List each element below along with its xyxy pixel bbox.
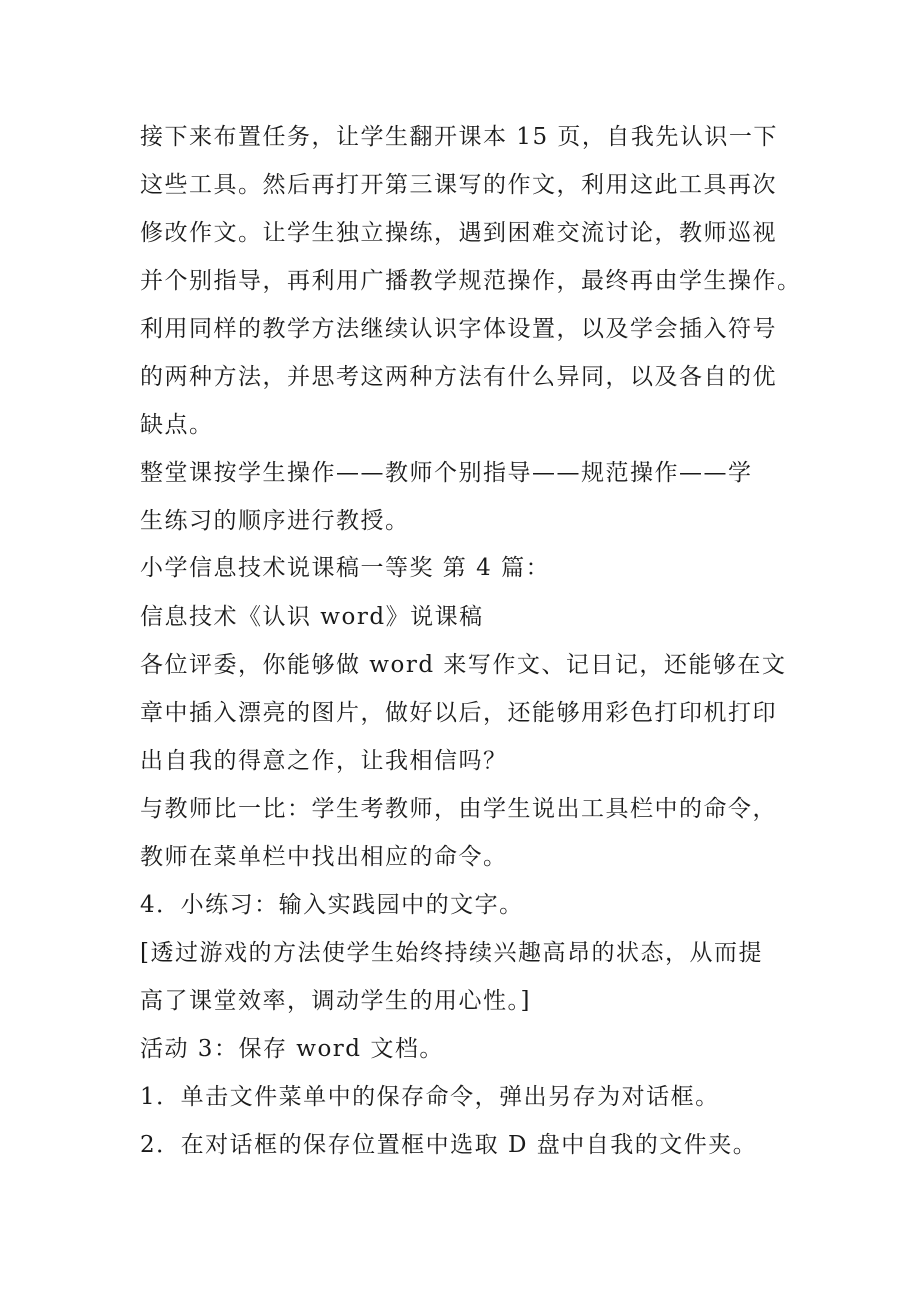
text-line: 并个别指导，再利用广播教学规范操作，最终再由学生操作。 [140, 268, 802, 294]
text-line: 整堂课按学生操作——教师个别指导——规范操作——学 [140, 460, 753, 486]
text-line: 生练习的顺序进行教授。 [140, 508, 410, 534]
text-line: 2．在对话框的保存位置框中选取 D 盘中自我的文件夹。 [140, 1132, 758, 1158]
section-title: 信息技术《认识 word》说课稿 [140, 604, 484, 630]
text-line: [透过游戏的方法使学生始终持续兴趣高昂的状态，从而提 [140, 940, 763, 966]
text-line: 缺点。 [140, 412, 214, 438]
text-line: 接下来布置任务，让学生翻开课本 15 页，自我先认识一下 [140, 124, 778, 150]
section-heading: 小学信息技术说课稿一等奖 第 4 篇： [140, 555, 551, 581]
text-line: 活动 3：保存 word 文档。 [140, 1036, 444, 1062]
text-line: 利用同样的教学方法继续认识字体设置，以及学会插入符号 [140, 316, 777, 342]
text-line: 高了课堂效率，调动学生的用心性。] [140, 988, 531, 1014]
text-line: 各位评委，你能够做 word 来写作文、记日记，还能够在文 [140, 652, 787, 678]
text-line: 的两种方法，并思考这两种方法有什么异同，以及各自的优 [140, 364, 777, 390]
text-line: 章中插入漂亮的图片，做好以后，还能够用彩色打印机打印 [140, 700, 777, 726]
text-line: 1．单击文件菜单中的保存命令，弹出另存为对话框。 [140, 1084, 720, 1110]
text-line: 教师在菜单栏中找出相应的命令。 [140, 844, 508, 870]
text-line: 与教师比一比：学生考教师，由学生说出工具栏中的命令， [140, 796, 777, 822]
text-line: 修改作文。让学生独立操练，遇到困难交流讨论，教师巡视 [140, 220, 777, 246]
text-line: 出自我的得意之作，让我相信吗？ [140, 748, 508, 774]
text-line: 4．小练习：输入实践园中的文字。 [140, 892, 524, 918]
text-line: 这些工具。然后再打开第三课写的作文，利用这此工具再次 [140, 172, 777, 198]
